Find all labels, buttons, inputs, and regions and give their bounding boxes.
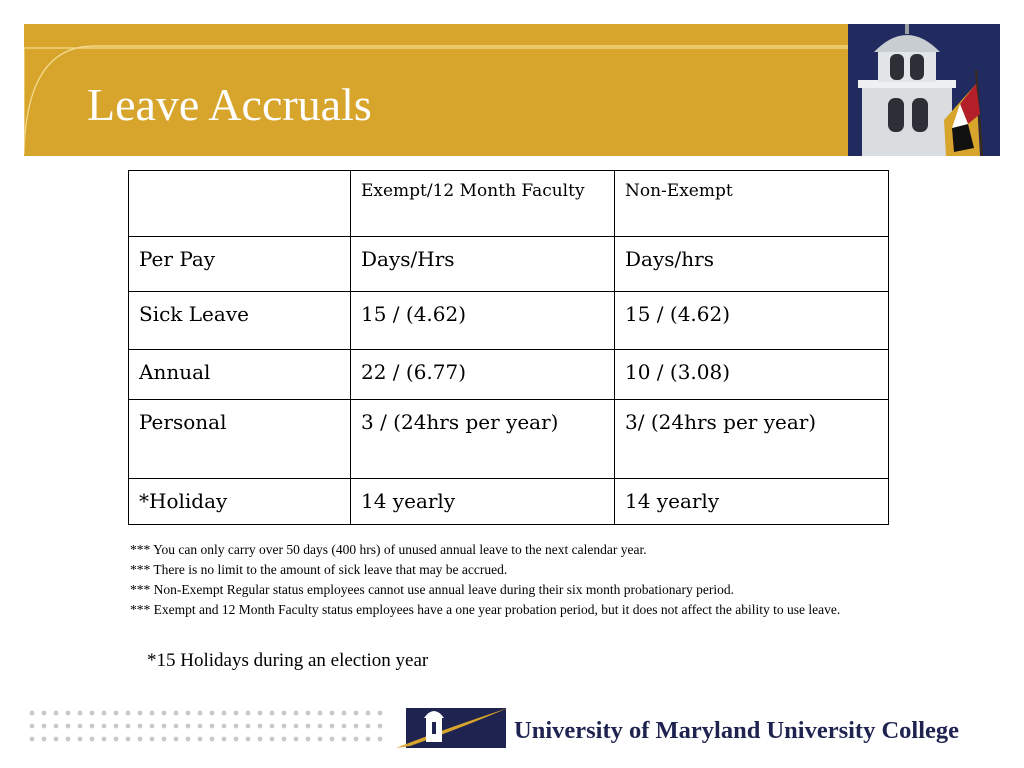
decor-dot: [150, 711, 155, 716]
decor-dot: [294, 737, 299, 742]
decor-dot: [378, 737, 383, 742]
decor-dot: [306, 724, 311, 729]
decor-dot: [198, 737, 203, 742]
decor-dot: [174, 711, 179, 716]
decor-dot: [66, 711, 71, 716]
decor-dot: [246, 724, 251, 729]
decor-dot: [222, 724, 227, 729]
decor-dot: [342, 711, 347, 716]
table-row: [129, 479, 889, 525]
decor-dot: [42, 737, 47, 742]
decor-dot: [222, 737, 227, 742]
decor-dot: [198, 724, 203, 729]
footnote: *** Non-Exempt Regular status employees cannot use annual leave during their six month probationary period.: [130, 582, 734, 597]
decor-dot: [210, 724, 215, 729]
table-cell: Days/hrs: [615, 237, 889, 292]
decor-dot: [186, 737, 191, 742]
decor-dot: [90, 724, 95, 729]
decor-dot: [114, 724, 119, 729]
decor-dot: [210, 737, 215, 742]
leave-accrual-table: [128, 170, 889, 525]
table-row: [129, 237, 889, 292]
decor-dot: [342, 724, 347, 729]
decor-dot: [126, 724, 131, 729]
decor-dot: [282, 737, 287, 742]
decor-dot: [150, 737, 155, 742]
decor-dot: [378, 711, 383, 716]
decor-dot: [342, 737, 347, 742]
decor-dot: [258, 711, 263, 716]
decor-dot: [354, 737, 359, 742]
footnote: *** There is no limit to the amount of sick leave that may be accrued.: [130, 562, 508, 577]
decor-dot: [174, 724, 179, 729]
decor-dot: [198, 711, 203, 716]
decor-dot: [330, 711, 335, 716]
decor-dot: [162, 724, 167, 729]
decor-dot: [294, 711, 299, 716]
cupola-flag-photo: [848, 24, 1000, 156]
decor-dot: [258, 724, 263, 729]
decor-dot: [42, 711, 47, 716]
table-cell: 14 yearly: [351, 479, 615, 525]
slide-title: Leave Accruals: [87, 79, 372, 130]
table-row: [129, 400, 889, 479]
decor-dot: [366, 737, 371, 742]
footnote: *** Exempt and 12 Month Faculty status employees have a one year probation period, but it does not affect the ability to use leave.: [130, 602, 841, 617]
decor-dot: [54, 711, 59, 716]
decor-dot: [234, 737, 239, 742]
decor-dot: [126, 711, 131, 716]
decor-dot: [306, 711, 311, 716]
decor-dot: [174, 737, 179, 742]
decor-dot: [318, 711, 323, 716]
decor-dot: [366, 711, 371, 716]
decor-dot: [186, 711, 191, 716]
decor-dot: [318, 724, 323, 729]
decor-dot: [138, 737, 143, 742]
decor-dot: [54, 724, 59, 729]
title-banner: [24, 24, 1000, 156]
decor-dot: [114, 737, 119, 742]
decor-dot: [330, 737, 335, 742]
decor-dot: [246, 737, 251, 742]
decor-dot: [138, 711, 143, 716]
decor-dot: [354, 711, 359, 716]
table-cell: 10 / (3.08): [615, 350, 889, 400]
decor-dot: [234, 724, 239, 729]
decor-dot: [330, 724, 335, 729]
decor-dot: [90, 737, 95, 742]
decor-dot: [366, 724, 371, 729]
decor-dot: [78, 724, 83, 729]
decor-dot: [90, 711, 95, 716]
table-header-row: [129, 171, 889, 237]
dot-pattern-decoration: [28, 708, 388, 744]
header-cell-exempt: Exempt/12 Month Faculty: [351, 171, 615, 237]
umuc-logo: [396, 702, 508, 752]
university-name: University of Maryland University College: [514, 717, 960, 744]
decor-dot: [222, 711, 227, 716]
decor-dot: [318, 737, 323, 742]
decor-dot: [162, 737, 167, 742]
decor-dot: [306, 737, 311, 742]
decor-dot: [30, 737, 35, 742]
decor-dot: [282, 711, 287, 716]
decor-dot: [270, 737, 275, 742]
decor-dot: [270, 724, 275, 729]
decor-dot: [102, 737, 107, 742]
table-cell: 3 / (24hrs per year): [351, 400, 615, 479]
decor-dot: [30, 724, 35, 729]
decor-dot: [126, 737, 131, 742]
decor-dot: [42, 724, 47, 729]
row-label: Sick Leave: [129, 292, 351, 350]
decor-dot: [378, 724, 383, 729]
footnotes-list: [130, 542, 910, 622]
decor-dot: [78, 711, 83, 716]
table-cell: 15 / (4.62): [351, 292, 615, 350]
table-row: [129, 292, 889, 350]
footnote: *** You can only carry over 50 days (400 hrs) of unused annual leave to the next calendar year.: [130, 542, 647, 557]
row-label: Per Pay: [129, 237, 351, 292]
decor-dot: [30, 711, 35, 716]
decor-dot: [234, 711, 239, 716]
decor-dot: [246, 711, 251, 716]
decor-dot: [162, 711, 167, 716]
row-label: Annual: [129, 350, 351, 400]
decor-dot: [66, 737, 71, 742]
decor-dot: [114, 711, 119, 716]
decor-dot: [186, 724, 191, 729]
row-label: Personal: [129, 400, 351, 479]
header-cell-empty: [129, 171, 351, 237]
decor-dot: [294, 724, 299, 729]
table-cell: Days/Hrs: [351, 237, 615, 292]
decor-dot: [270, 711, 275, 716]
decor-dot: [78, 737, 83, 742]
decor-dot: [258, 737, 263, 742]
table-row: [129, 350, 889, 400]
decor-dot: [150, 724, 155, 729]
decor-dot: [354, 724, 359, 729]
decor-dot: [138, 724, 143, 729]
decor-dot: [210, 711, 215, 716]
header-cell-nonexempt: Non-Exempt: [615, 171, 889, 237]
table-cell: 14 yearly: [615, 479, 889, 525]
decor-dot: [102, 711, 107, 716]
row-label: *Holiday: [129, 479, 351, 525]
decor-dot: [282, 724, 287, 729]
decor-dot: [66, 724, 71, 729]
decor-dot: [54, 737, 59, 742]
election-year-note: *15 Holidays during an election year: [147, 650, 429, 671]
decor-dot: [102, 724, 107, 729]
table-cell: 22 / (6.77): [351, 350, 615, 400]
table-cell: 3/ (24hrs per year): [615, 400, 889, 479]
table-cell: 15 / (4.62): [615, 292, 889, 350]
